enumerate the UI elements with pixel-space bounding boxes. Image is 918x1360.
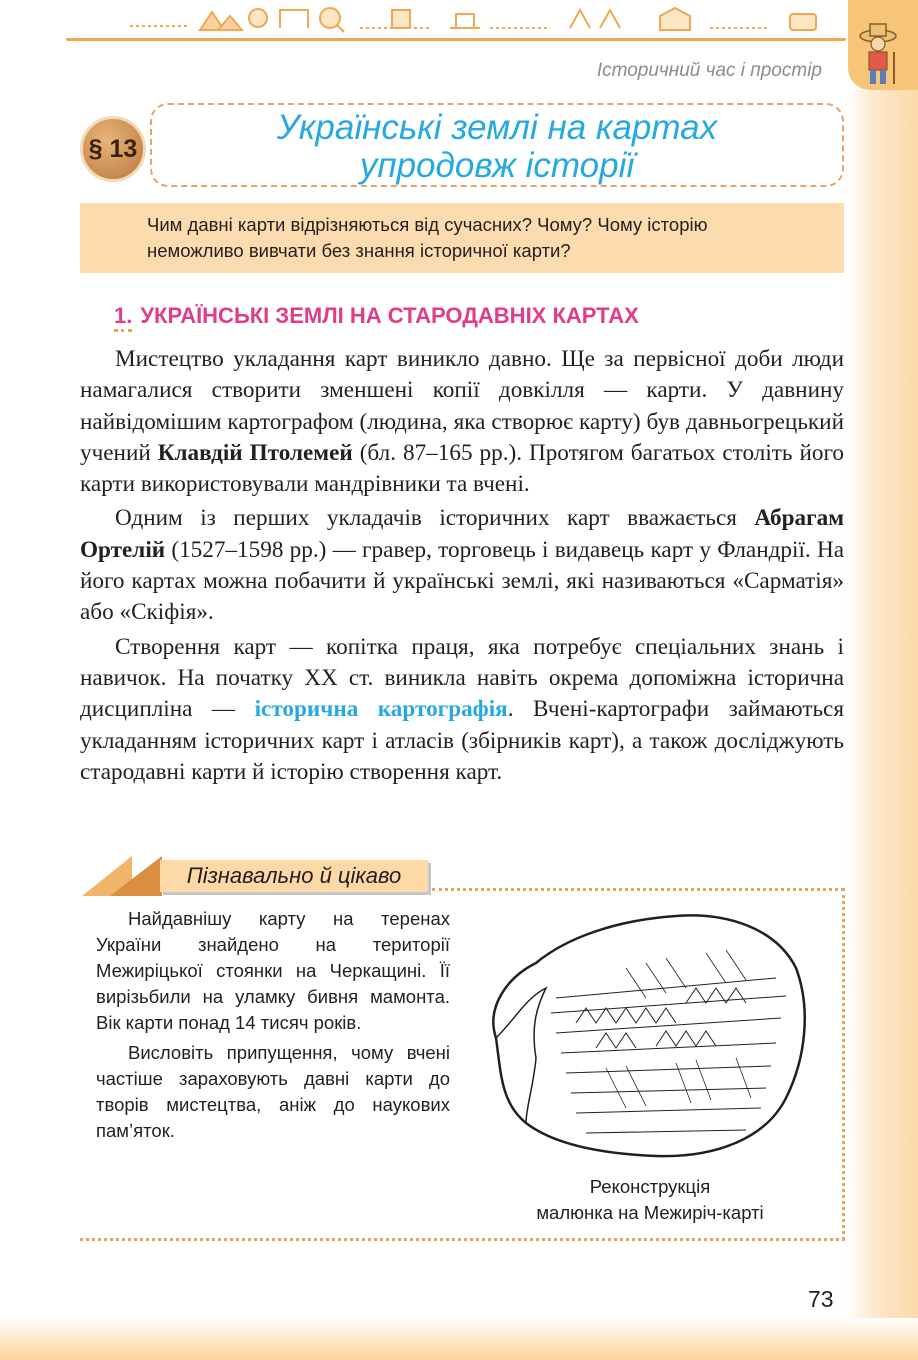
running-head: Історичний час і простір	[596, 60, 822, 81]
mezhyrich-map-illustration	[476, 908, 816, 1168]
body-paragraph-3	[80, 632, 844, 788]
lead-question-line-2: неможливо вивчати без знання історичної карти?	[147, 240, 571, 261]
explorer-corner-badge	[848, 0, 918, 90]
body-text-run: (бл. 87–165 рр.). Протягом багатьох століть його карти використовували мандрівники та вчені.	[80, 439, 844, 498]
illustration-caption	[500, 1174, 800, 1226]
body-text-run: Мистецтво укладання карт виникло давно. Ще за первісної доби люди намагалися створити зменшені копії довкілля — карти. У давнину найвідомішим картографом (людина, яка створює карту) був давньогрецький учений	[80, 346, 844, 466]
explorer-icon	[848, 0, 918, 90]
body-text-run: (1527–1598 рр.) — гравер, торговець і видавець карт у Фландрії. На його картах можна побачити й українські землі, які називаються «Сарматія» або «Скіфія».	[80, 536, 844, 626]
person-name-ptolemy: Клавдій Птолемей	[157, 439, 353, 466]
lead-questions-box	[80, 203, 844, 273]
lesson-title-line-2: упродовж історії	[359, 146, 635, 185]
section-title: УКРАЇНСЬКІ ЗЕМЛІ НА СТАРОДАВНІХ КАРТАХ	[140, 303, 639, 328]
history-icons-border	[130, 2, 850, 36]
body-text	[80, 344, 844, 791]
section-number: 1.	[114, 303, 132, 332]
lead-question-line-1: Чим давні карти відрізняються від сучасних? Чому? Чому історію	[147, 214, 708, 235]
interesting-paragraph-1: Найдавнішу карту на теренах України знайдено на території Межиріцької стоянки на Черкащині. Її вирізьбили на уламку бивня мамонта. Вік карти понад 14 тисяч років.	[96, 908, 450, 1033]
body-paragraph-2	[80, 503, 844, 628]
lesson-title-line-1: Українські землі на картах	[276, 108, 718, 147]
lead-questions	[147, 212, 837, 264]
section-heading	[114, 303, 639, 329]
top-rule	[66, 38, 846, 41]
page-number: 73	[808, 1286, 834, 1312]
ribbon-fold-dark	[110, 856, 162, 896]
key-term: історична картографія	[254, 696, 508, 723]
interesting-ribbon	[82, 856, 430, 896]
lesson-title	[152, 105, 842, 185]
body-paragraph-1	[80, 344, 844, 500]
box-border-right	[842, 888, 845, 1240]
body-text-run: Створення карт — копітка праця, яка потребує спеціальних знань і навичок. На початку XX ст. виникла навіть окрема допоміжна історична дисципліна —	[80, 633, 844, 723]
person-name-ortelius: Абрагам Ортелій	[80, 505, 844, 563]
top-decorative-band	[0, 0, 918, 44]
body-text-run: Одним із перших укладачів історичних карт вважається	[115, 505, 755, 532]
caption-line-1: Реконструкція	[589, 1176, 711, 1197]
box-border-bottom	[80, 1238, 845, 1241]
interesting-label: Пізнавально й цікаво	[160, 860, 428, 892]
caption-line-2: малюнка на Межиріч-карті	[536, 1202, 764, 1223]
interesting-paragraph-2: Висловіть припущення, чому вчені частіше зараховують давні карти до творів мистецтва, аніж до наукових пам’яток.	[96, 1042, 450, 1141]
body-text-run: . Вчені-картографи займаються укладанням історичних карт і атласів (збірників карт), а також досліджують стародавні карти й історію створення карт.	[80, 696, 844, 785]
paragraph-badge: § 13	[80, 116, 146, 182]
box-border-top	[432, 888, 844, 891]
bottom-decorative-band	[0, 1318, 918, 1360]
lesson-title-box	[150, 103, 844, 187]
page-side-strip	[846, 90, 918, 1360]
interesting-text	[96, 906, 450, 1144]
